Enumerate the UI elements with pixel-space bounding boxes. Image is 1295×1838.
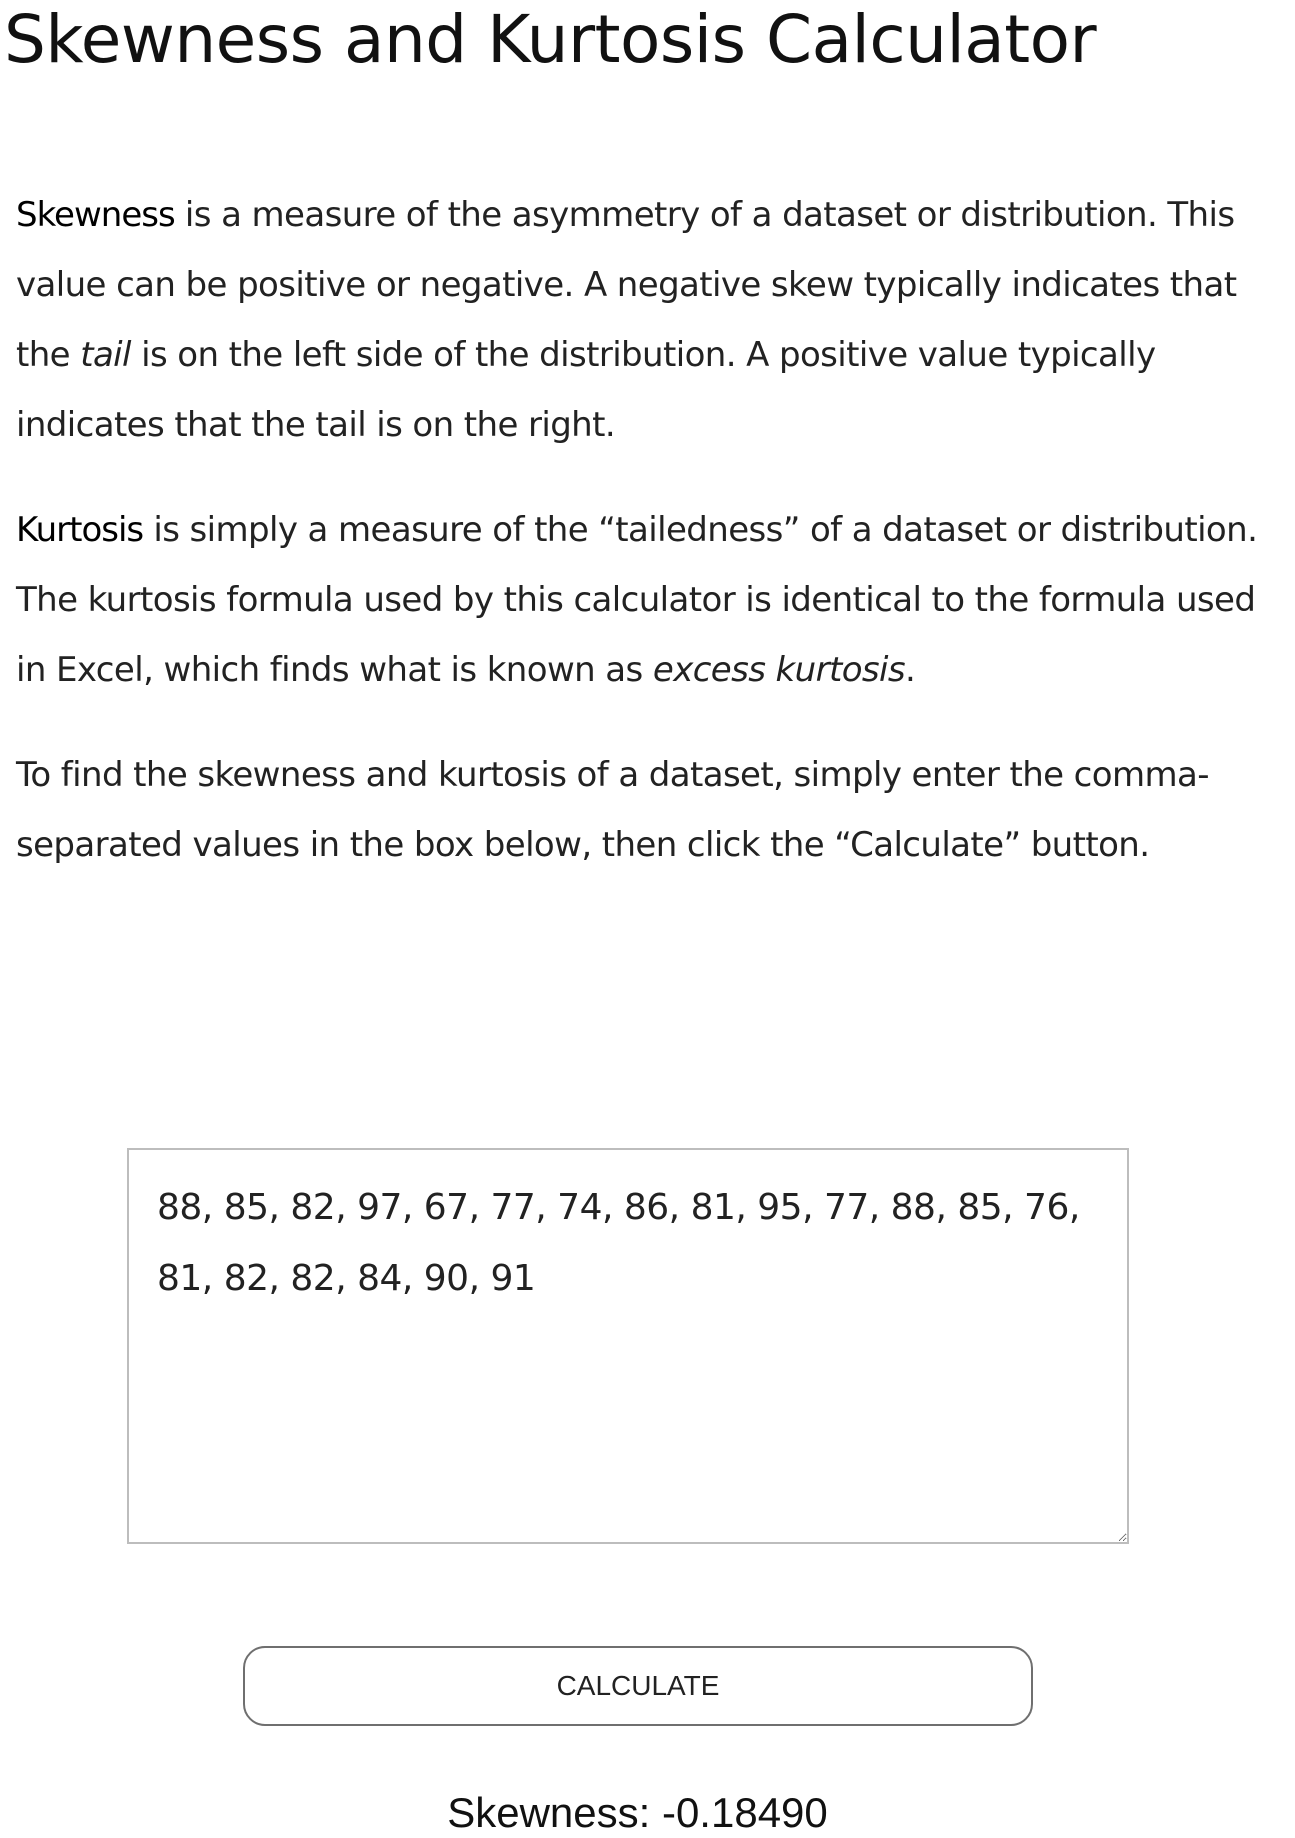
skewness-text-part2: is on the left side of the distribution. A positive value typically indicates that the tail is on the right. (16, 335, 1156, 445)
kurtosis-text-part2: . (905, 650, 916, 690)
kurtosis-description (16, 495, 1266, 705)
kurtosis-term: Kurtosis (16, 510, 144, 550)
page-title: Skewness and Kurtosis Calculator (4, 1, 1097, 78)
calculate-button[interactable]: CALCULATE (243, 1646, 1033, 1726)
excess-kurtosis-emphasis: excess kurtosis (652, 650, 905, 690)
tail-emphasis: tail (80, 335, 131, 375)
skewness-text-part1: is a measure of the asymmetry of a dataset or distribution. This value can be positive or negative. A negative skew typically indicates that the (16, 195, 1237, 375)
skewness-description (16, 180, 1266, 460)
dataset-input[interactable] (127, 1148, 1129, 1544)
kurtosis-text-part1: is simply a measure of the “tailedness” of a dataset or distribution. The kurtosis formula used by this calculator is identical to the formula used in Excel, which finds what is known as (16, 510, 1258, 690)
skewness-term: Skewness (16, 195, 175, 235)
skewness-result: Skewness: -0.18490 (447, 1789, 828, 1836)
instructions-text: To find the skewness and kurtosis of a dataset, simply enter the comma-separated values in the box below, then click the “Calculate” button. (16, 755, 1209, 865)
description-content (16, 180, 1266, 915)
